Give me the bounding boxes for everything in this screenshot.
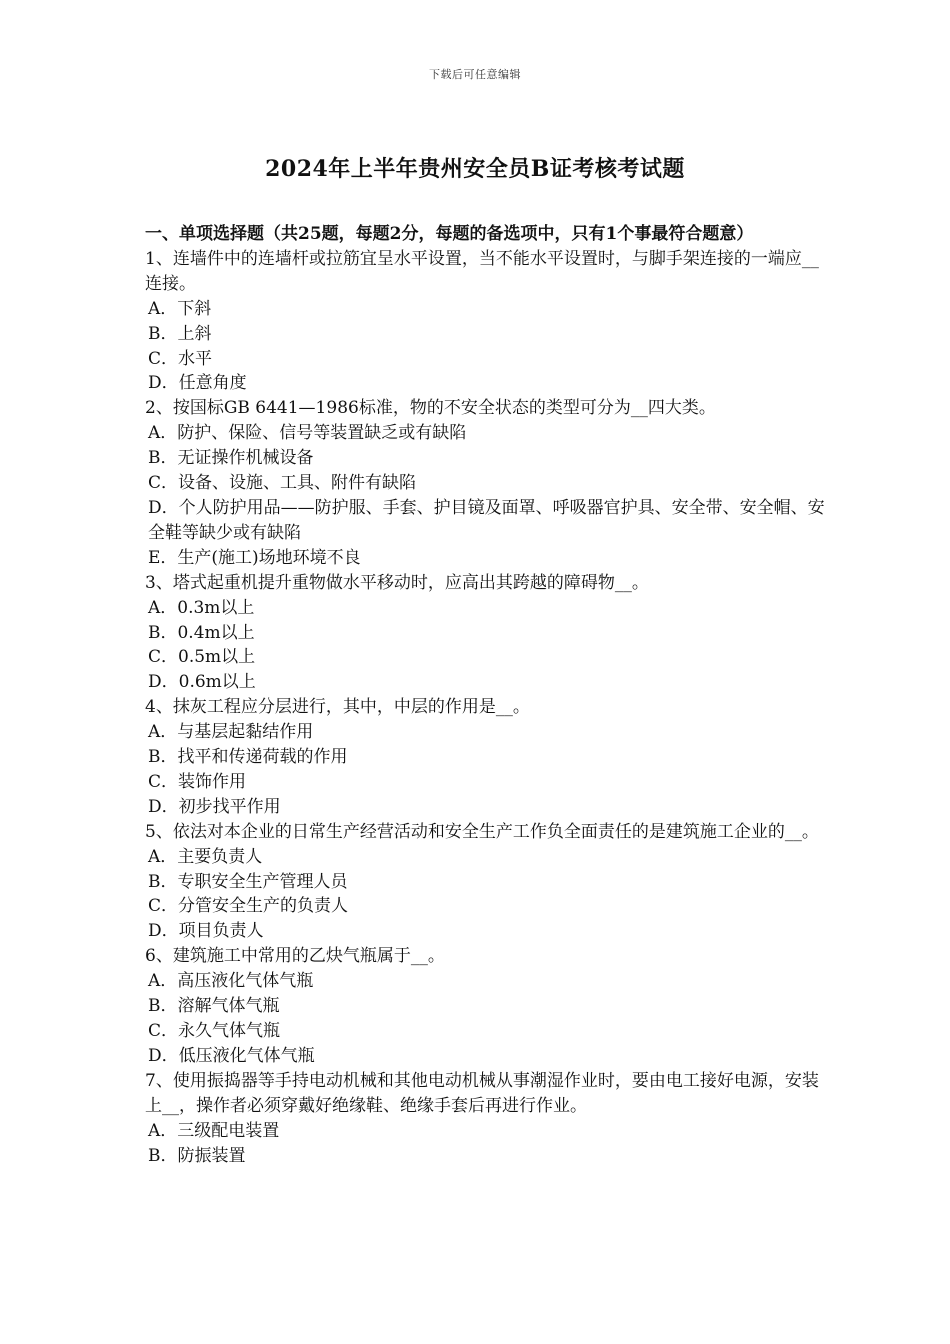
option-b: B．0.4m以上 bbox=[148, 622, 255, 643]
option-c: C．设备、设施、工具、附件有缺陷 bbox=[148, 473, 417, 494]
option-b: B．溶解气体气瓶 bbox=[148, 996, 280, 1017]
option-a: A．三级配电装置 bbox=[148, 1120, 280, 1141]
question-4 bbox=[145, 695, 825, 820]
question-7 bbox=[145, 1069, 825, 1169]
question-stem: 5、依法对本企业的日常生产经营活动和安全生产工作负全面责任的是建筑施工企业的__。 bbox=[145, 821, 819, 842]
option-d: D．项目负责人 bbox=[148, 921, 264, 942]
question-6 bbox=[145, 944, 825, 1069]
option-d: D．初步找平作用 bbox=[148, 796, 281, 817]
question-stem: 4、抹灰工程应分层进行，其中，中层的作用是__。 bbox=[145, 697, 530, 718]
option-c: C．分管安全生产的负责人 bbox=[148, 896, 349, 917]
option-d: D．低压液化气体气瓶 bbox=[148, 1045, 315, 1066]
document-title: 2024年上半年贵州安全员B证考核考试题 bbox=[265, 156, 685, 182]
option-a: A．下斜 bbox=[148, 298, 212, 319]
question-stem: 2、按国标GB 6441—1986标准，物的不安全状态的类型可分为__四大类。 bbox=[145, 398, 716, 419]
option-b: B．防振装置 bbox=[148, 1145, 246, 1166]
option-a: A．高压液化气体气瓶 bbox=[148, 971, 314, 992]
question-3 bbox=[145, 571, 825, 696]
option-a: A．防护、保险、信号等装置缺乏或有缺陷 bbox=[148, 423, 467, 444]
option-c: C．水平 bbox=[148, 348, 213, 369]
question-stem: 3、塔式起重机提升重物做水平移动时，应高出其跨越的障碍物__。 bbox=[145, 572, 649, 593]
header-note: 下载后可任意编辑 bbox=[429, 68, 521, 81]
option-c: C．0.5m以上 bbox=[148, 647, 256, 668]
option-a: A．0.3m以上 bbox=[148, 597, 255, 618]
question-5 bbox=[145, 820, 825, 945]
section-heading: 一、单项选择题（共25题，每题2分，每题的备选项中，只有1个事最符合题意） bbox=[145, 224, 754, 244]
document-body bbox=[145, 222, 825, 1168]
option-d: D．0.6m以上 bbox=[148, 672, 256, 693]
option-e: E．生产(施工)场地环境不良 bbox=[148, 547, 361, 568]
option-a: A．主要负责人 bbox=[148, 846, 263, 867]
option-b: B．专职安全生产管理人员 bbox=[148, 871, 348, 892]
option-d: D．个人防护用品——防护服、手套、护目镜及面罩、呼吸器官护具、安全带、安全帽、安全鞋等缺少或有缺陷 bbox=[148, 497, 825, 543]
option-c: C．永久气体气瓶 bbox=[148, 1021, 281, 1041]
option-a: A．与基层起黏结作用 bbox=[148, 722, 314, 743]
question-2 bbox=[145, 396, 825, 570]
option-b: B．上斜 bbox=[148, 323, 212, 344]
question-stem: 7、使用振捣器等手持电动机械和其他电动机械从事潮湿作业时，要由电工接好电源，安装上__，操作者必须穿戴好绝缘鞋、绝缘手套后再进行作业。 bbox=[145, 1070, 819, 1116]
option-b: B．找平和传递荷载的作用 bbox=[148, 747, 348, 768]
option-b: B．无证操作机械设备 bbox=[148, 448, 314, 469]
question-stem: 6、建筑施工中常用的乙炔气瓶属于__。 bbox=[145, 946, 445, 967]
option-d: D．任意角度 bbox=[148, 373, 247, 394]
question-1 bbox=[145, 247, 825, 396]
question-stem: 1、连墙件中的连墙杆或拉筋宜呈水平设置，当不能水平设置时，与脚手架连接的一端应__连接。 bbox=[145, 248, 819, 294]
option-c: C．装饰作用 bbox=[148, 771, 247, 792]
